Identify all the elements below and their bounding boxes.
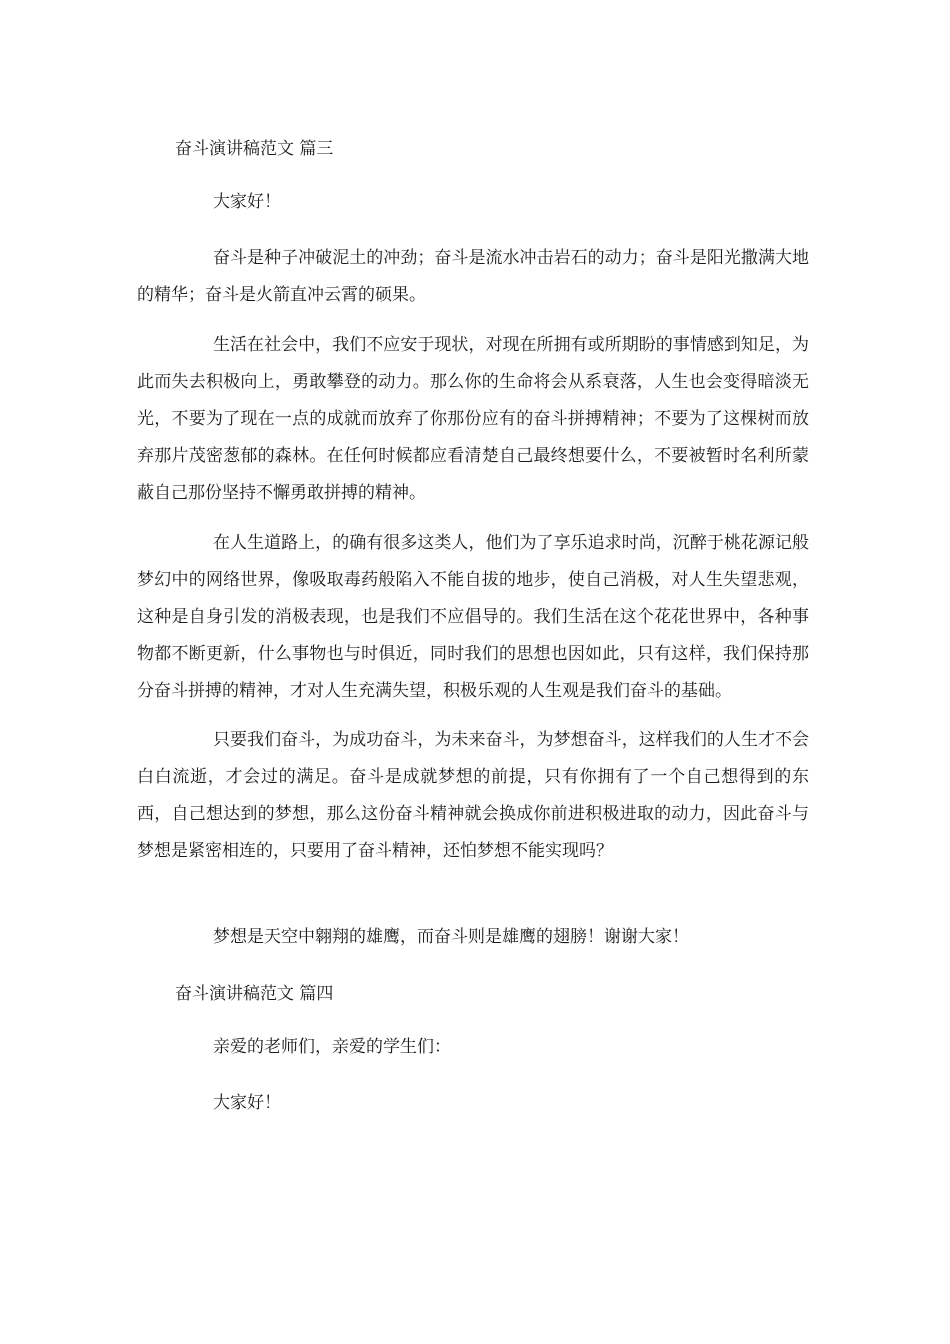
body-paragraph-3: 在人生道路上，的确有很多这类人，他们为了享乐追求时尚，沉醉于桃花源记般梦幻中的网络世界，像吸取毒药般陷入不能自拔的地步，使自己消极，对人生失望悲观，这种是自身引发的消极表现，也是我们不应倡导的。我们生活在这个花花世界中，各种事物都不断更新，什么事物也与时俱近，同时我们的思想也因如此，只有这样，我们保持那分奋斗拼搏的精神，才对人生充满失望，积极乐观的人生观是我们奋斗的基础。 — [137, 533, 809, 701]
greeting-paragraph: 大家好！ — [213, 192, 281, 212]
body-paragraph-4: 只要我们奋斗，为成功奋斗，为未来奋斗，为梦想奋斗，这样我们的人生才不会白白流逝，才会过的满足。奋斗是成就梦想的前提，只有你拥有了一个自己想得到的东西，自己想达到的梦想，那么这份奋斗精神就会换成你前进积极进取的动力，因此奋斗与梦想是紧密相连的，只要用了奋斗精神，还怕梦想不能实现吗？ — [137, 730, 809, 861]
greeting-paragraph-2: 大家好！ — [213, 1093, 281, 1113]
salutation-paragraph: 亲爱的老师们，亲爱的学生们： — [213, 1037, 451, 1057]
section-3-title: 奋斗演讲稿范文 篇三 — [175, 139, 334, 159]
body-paragraph-1: 奋斗是种子冲破泥土的冲劲；奋斗是流水冲击岩石的动力；奋斗是阳光撒满大地的精华；奋斗是火箭直冲云霄的硕果。 — [137, 248, 809, 305]
section-4-title: 奋斗演讲稿范文 篇四 — [175, 984, 334, 1004]
closing-paragraph: 梦想是天空中翱翔的雄鹰，而奋斗则是雄鹰的翅膀！谢谢大家！ — [213, 927, 689, 947]
body-paragraph-2: 生活在社会中，我们不应安于现状，对现在所拥有或所期盼的事情感到知足，为此而失去积极向上，勇敢攀登的动力。那么你的生命将会从系衰落，人生也会变得暗淡无光，不要为了现在一点的成就而放弃了你那份应有的奋斗拼搏精神；不要为了这棵树而放弃那片茂密葱郁的森林。在任何时候都应看清楚自己最终想要什么，不要被暂时名利所蒙蔽自己那份坚持不懈勇敢拼搏的精神。 — [137, 335, 809, 503]
